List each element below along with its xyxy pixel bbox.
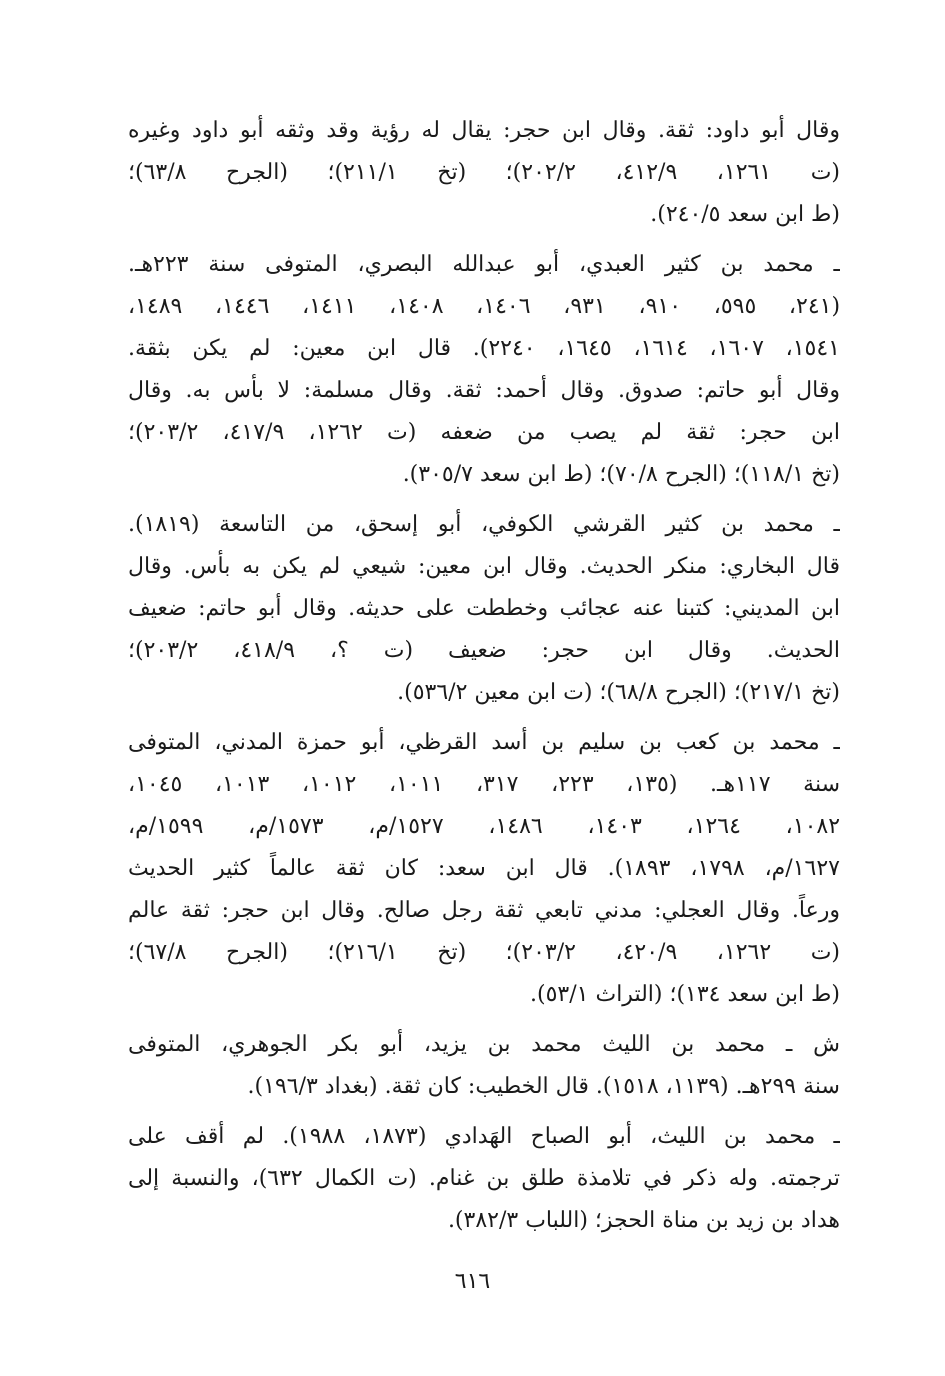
text-line: الحديث. وقال ابن حجر: ضعيف (ت ؟، ٤١٨/٩، ٢٠٣/٢)؛ <box>128 638 840 663</box>
entry-spacer <box>128 236 840 244</box>
book-page-text <box>128 110 840 1242</box>
text-line: هداد بن زيد بن مناة الحجز؛ (اللباب ٣٨٢/٣). <box>447 1208 840 1233</box>
biography-entry <box>128 1116 840 1242</box>
page-number: ٦١٦ <box>454 1269 491 1294</box>
text-line: ترجمته. وله ذكر في تلامذة طلق بن غنام. (ت الكمال ٦٣٢)، والنسبة إلى <box>128 1166 840 1191</box>
text-line: ابن حجر: ثقة لم يصب من ضعفه (ت ١٢٦٢، ٤١٧/٩، ٢٠٣/٢)؛ <box>128 420 840 445</box>
biography-entry <box>128 1024 840 1108</box>
text-line: قال البخاري: منكر الحديث. وقال ابن معين: شيعي لم يكن به بأس. وقال <box>128 554 840 579</box>
text-line: ابن المديني: كتبنا عنه عجائب وخططت على حديثه. وقال أبو حاتم: ضعيف <box>128 596 840 621</box>
text-line: ورعاً. وقال العجلي: مدني تابعي ثقة رجل صالح. وقال ابن حجر: ثقة عالم <box>128 898 840 923</box>
biography-entry <box>128 722 840 1016</box>
text-line: سنة ١١٧هـ. (١٣٥، ٢٢٣، ٣١٧، ١٠١١، ١٠١٢، ١٠١٣، ١٠٤٥، <box>128 772 840 797</box>
biography-entry <box>128 504 840 714</box>
text-line: ـ محمد بن كثير العبدي، أبو عبدالله البصري، المتوفى سنة ٢٢٣هـ. <box>128 252 840 277</box>
text-line: وقال أبو داود: ثقة. وقال ابن حجر: يقال له رؤية وقد وثقه أبو داود وغيره <box>128 118 840 143</box>
text-line: (تخ ٢١٧/١)؛ (الجرح ٦٨/٨)؛ (ت ابن معين ٥٣٦/٢). <box>397 680 840 705</box>
biography-entry <box>128 110 840 236</box>
entry-spacer <box>128 496 840 504</box>
text-line: ـ محمد بن كعب بن سليم بن أسد القرظي، أبو حمزة المدني، المتوفى <box>128 730 840 755</box>
text-line: (ط ابن سعد ٢٤٠/٥). <box>650 202 840 227</box>
entry-spacer <box>128 1108 840 1116</box>
text-line: (ت ١٢٦٢، ٤٢٠/٩، ٢٠٣/٢)؛ (تخ ٢١٦/١)؛ (الجرح ٦٧/٨)؛ <box>128 940 840 965</box>
text-line: (تخ ١١٨/١)؛ (الجرح ٧٠/٨)؛ (ط ابن سعد ٣٠٥/٧). <box>402 462 840 487</box>
text-line: ش ـ محمد بن الليث محمد بن يزيد، أبو بكر الجوهري، المتوفى <box>128 1032 840 1057</box>
text-line: سنة ٢٩٩هـ. (١١٣٩، ١٥١٨). قال الخطيب: كان ثقة. (بغداد ١٩٦/٣). <box>247 1074 840 1099</box>
text-line: ـ محمد بن كثير القرشي الكوفي، أبو إسحق، من التاسعة (١٨١٩). <box>128 512 840 537</box>
text-line: ١٥٤١، ١٦٠٧، ١٦١٤، ١٦٤٥، ٢٢٤٠). قال ابن معين: لم يكن بثقة. <box>128 336 840 361</box>
text-line: ١٦٢٧/م، ١٧٩٨، ١٨٩٣). قال ابن سعد: كان ثقة عالماً كثير الحديث <box>128 856 840 881</box>
text-line: ١٠٨٢، ١٢٦٤، ١٤٠٣، ١٤٨٦، ١٥٢٧/م، ١٥٧٣/م، ١٥٩٩/م، <box>128 814 840 839</box>
text-line: (ط ابن سعد ١٣٤)؛ (التراث ٥٣/١). <box>530 982 840 1007</box>
text-line: (ت ١٢٦١، ٤١٢/٩، ٢٠٢/٢)؛ (تخ ٢١١/١)؛ (الجرح ٦٣/٨)؛ <box>128 160 840 185</box>
text-line: وقال أبو حاتم: صدوق. وقال أحمد: ثقة. وقال مسلمة: لا بأس به. وقال <box>128 378 840 403</box>
biography-entry <box>128 244 840 496</box>
entry-spacer <box>128 714 840 722</box>
text-line: ـ محمد بن الليث، أبو الصباح الهَدادي (١٨٧٣، ١٩٨٨). لم أقف على <box>128 1124 840 1149</box>
text-line: (٢٤١، ٥٩٥، ٩١٠، ٩٣١، ١٤٠٦، ١٤٠٨، ١٤١١، ١٤٤٦، ١٤٨٩، <box>128 294 840 319</box>
entry-spacer <box>128 1016 840 1024</box>
